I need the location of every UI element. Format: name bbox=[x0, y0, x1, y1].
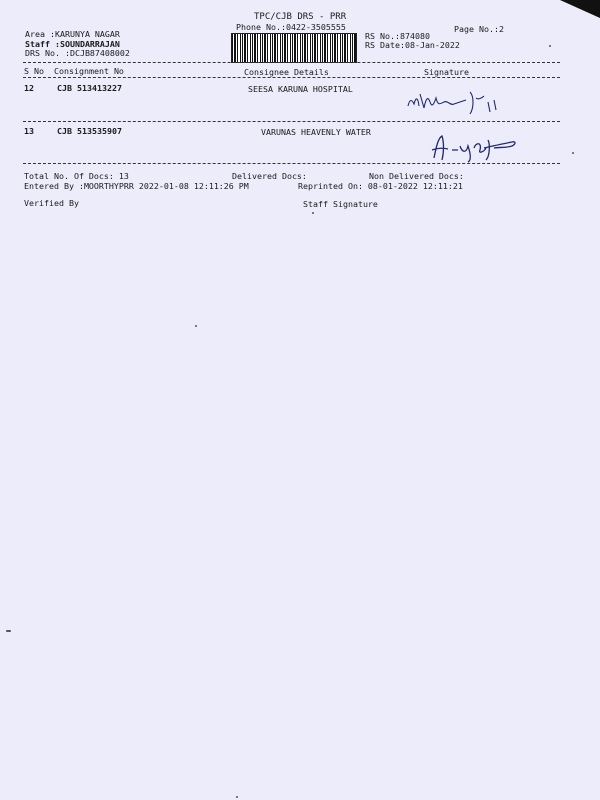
signature-scribble bbox=[426, 130, 522, 164]
divider bbox=[23, 77, 560, 78]
scan-corner-shadow bbox=[560, 0, 600, 18]
divider bbox=[23, 62, 560, 63]
row-sno: 12 bbox=[24, 83, 34, 93]
row-sno: 13 bbox=[24, 126, 34, 136]
verified-by-label: Verified By bbox=[24, 198, 79, 208]
row-consignee: SEESA KARUNA HOSPITAL bbox=[248, 84, 353, 94]
delivered-docs: Delivered Docs: bbox=[232, 171, 307, 181]
drs-number-field: DRS No. :DCJB87408002 bbox=[25, 48, 130, 58]
scan-speck bbox=[312, 212, 314, 214]
phone-number: Phone No.:0422-3505555 bbox=[236, 22, 346, 32]
scan-speck bbox=[6, 630, 11, 632]
divider bbox=[23, 163, 560, 164]
rs-number-field: RS No.:874080 bbox=[365, 31, 430, 41]
scan-speck bbox=[195, 325, 197, 327]
reprinted-on: Reprinted On: 08-01-2022 12:11:21 bbox=[298, 181, 463, 191]
signature-scribble bbox=[404, 86, 504, 120]
entered-by: Entered By :MOORTHYPRR 2022-01-08 12:11:26 PM bbox=[24, 181, 249, 191]
row-consignment-no: CJB 513535907 bbox=[57, 126, 122, 136]
scan-speck bbox=[549, 45, 551, 47]
scan-speck bbox=[572, 152, 574, 154]
scan-speck bbox=[236, 796, 238, 798]
total-docs: Total No. Of Docs: 13 bbox=[24, 171, 129, 181]
document-title: TPC/CJB DRS - PRR bbox=[254, 12, 347, 22]
column-header-signature: Signature bbox=[424, 67, 469, 77]
column-header-consignee: Consignee Details bbox=[244, 67, 329, 77]
staff-field: Staff :SOUNDARRAJAN bbox=[25, 39, 120, 49]
page-number: Page No.:2 bbox=[454, 24, 504, 34]
row-consignee: VARUNAS HEAVENLY WATER bbox=[261, 127, 371, 137]
staff-signature-label: Staff Signature bbox=[303, 199, 378, 209]
column-header-sno: S No bbox=[24, 66, 44, 76]
divider bbox=[23, 121, 560, 122]
non-delivered-docs: Non Delivered Docs: bbox=[369, 171, 464, 181]
rs-date-field: RS Date:08-Jan-2022 bbox=[365, 40, 460, 50]
row-consignment-no: CJB 513413227 bbox=[57, 83, 122, 93]
area-field: Area :KARUNYA NAGAR bbox=[25, 29, 120, 39]
barcode-image bbox=[231, 33, 357, 63]
column-header-consignment: Consignment No bbox=[54, 66, 124, 76]
